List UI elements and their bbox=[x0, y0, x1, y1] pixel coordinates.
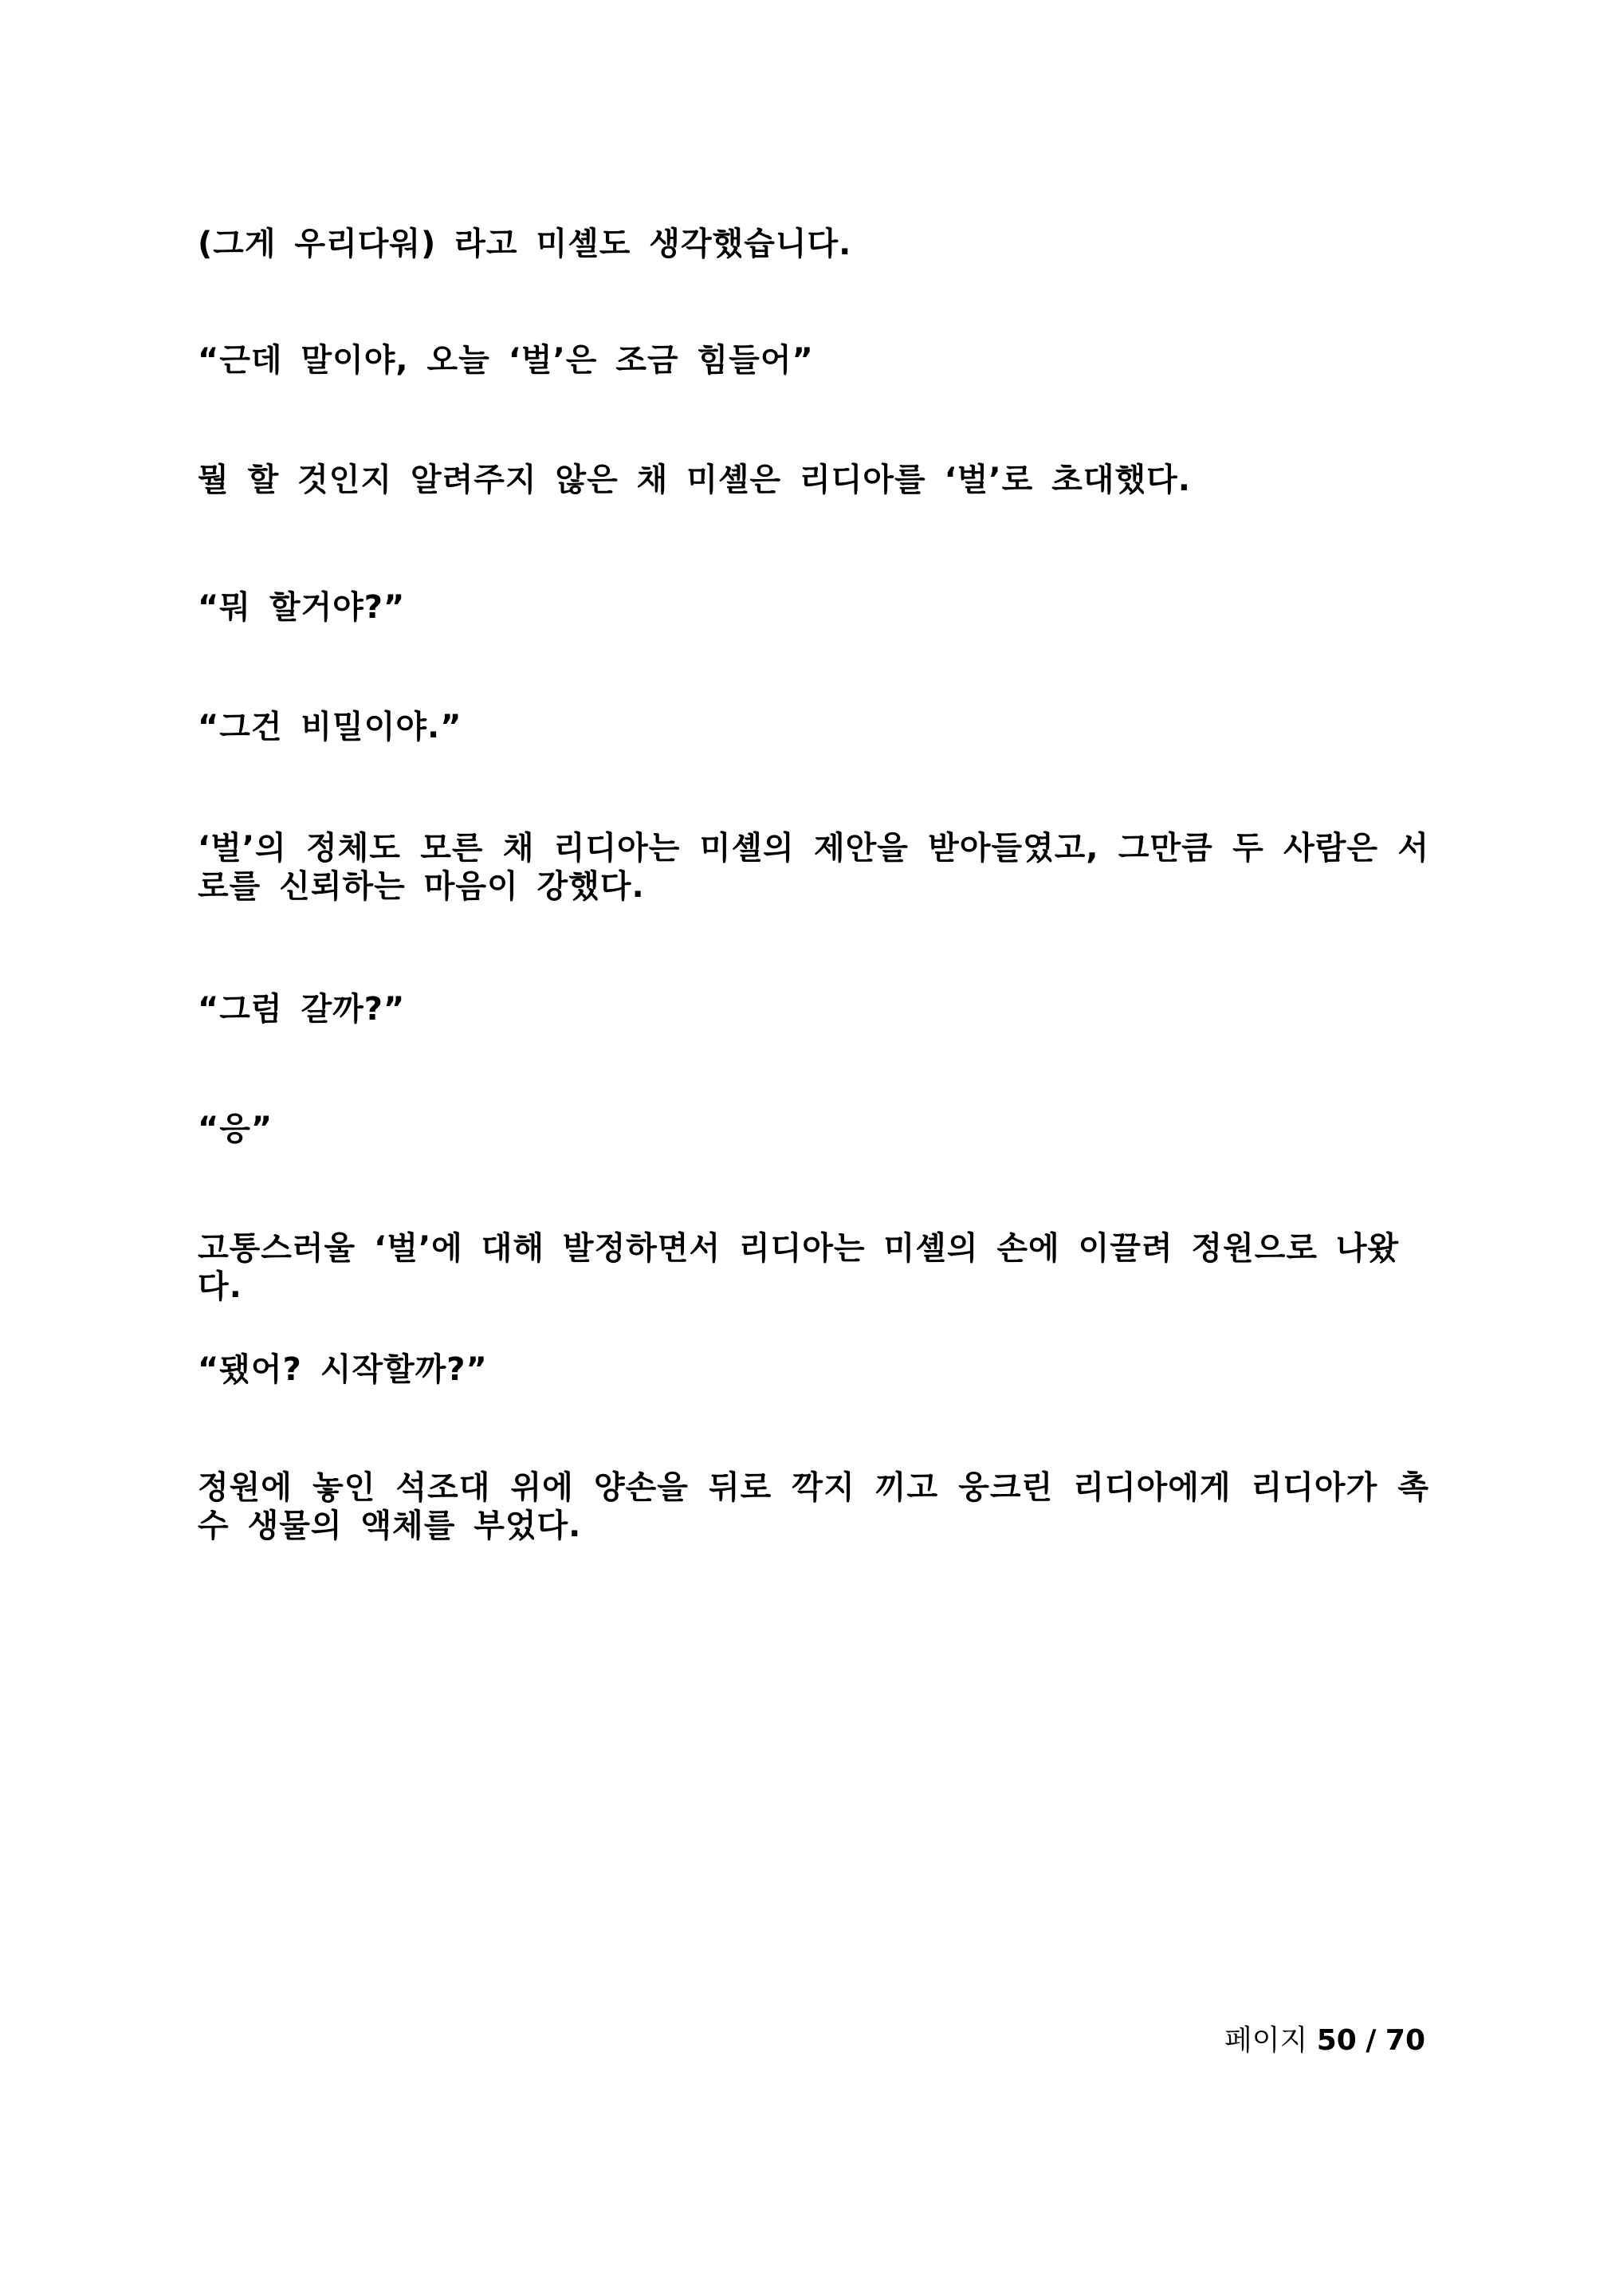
total-pages-number: 70 bbox=[1385, 2024, 1425, 2057]
paragraph-2: “근데 말이야, 오늘 ‘벌’은 조금 힘들어” bbox=[198, 342, 814, 379]
paragraph-11: 정원에 놓인 석조대 위에 양손을 뒤로 깍지 끼고 웅크린 리디아에게 리디아가 촉수 생물의 액체를 부었다. bbox=[198, 1469, 1429, 1544]
page-footer bbox=[1224, 2023, 1425, 2058]
paragraph-8: “응” bbox=[198, 1111, 273, 1147]
paragraph-9: 고통스러울 ‘벌’에 대해 발정하면서 리디아는 미셸의 손에 이끌려 정원으로 나왔다. bbox=[198, 1230, 1400, 1305]
paragraph-4: “뭐 할거야?” bbox=[198, 589, 406, 626]
paragraph-3: 뭘 할 것인지 알려주지 않은 채 미셸은 리디아를 ‘벌’로 초대했다. bbox=[198, 462, 1191, 498]
paragraph-1: (그게 우리다워) 라고 미셸도 생각했습니다. bbox=[198, 226, 852, 262]
paragraph-10: “됐어? 시작할까?” bbox=[198, 1351, 488, 1388]
paragraph-7: “그럼 갈까?” bbox=[198, 991, 406, 1028]
paragraph-6: ‘벌’의 정체도 모른 채 리디아는 미셸의 제안을 받아들였고, 그만큼 두 사람은 서로를 신뢰하는 마음이 강했다. bbox=[198, 830, 1429, 905]
page-separator: / bbox=[1366, 2024, 1377, 2057]
current-page-number: 50 bbox=[1316, 2024, 1357, 2057]
page-label: 페이지 bbox=[1224, 2024, 1308, 2057]
paragraph-5: “그건 비밀이야.” bbox=[198, 709, 462, 745]
